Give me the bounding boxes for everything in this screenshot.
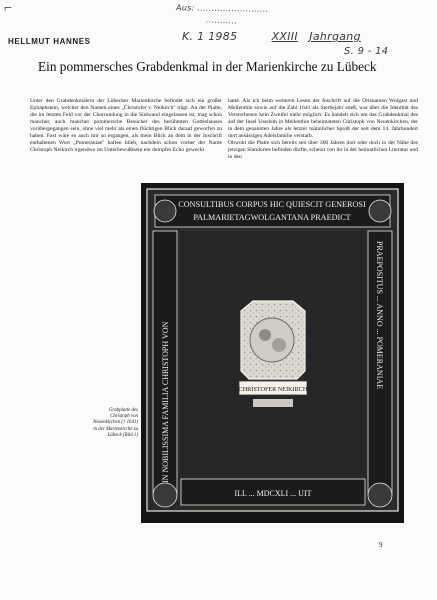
corner-medallion <box>369 200 391 222</box>
body-column-right <box>228 98 418 161</box>
figure-caption: Grabplatte des Christoph von Neuenkirchen († 1641) in der Marienkirche zu Lübeck (Bild 1) <box>93 408 138 438</box>
corner-mark: ⌐ <box>4 1 12 16</box>
handwritten-line-2: ........... <box>205 15 238 26</box>
handwritten-jahrgang: Jahrgang <box>309 30 361 43</box>
handwritten-issue: K. 1 1985 <box>182 30 238 43</box>
handwritten-line-1: Aus: ......................... <box>175 3 269 14</box>
handwritten-volume: XXIII <box>271 30 298 43</box>
inscription-bottom: ILL ... MDCXLI ... UIT <box>234 489 312 498</box>
shield-name-plate: CHRISTOFER NEIKIRCH <box>238 386 308 393</box>
body-paragraph: Obwohl die Platte sich bereits seit über 300 Jahren dort oder doch in der Nähe des jetzigen Standortes befinden dürfte, scheint von ihr in der heimatlichen Literatur und in den <box>228 139 418 160</box>
inscription-left: IN NOBILISSIMA FAMILIA CHRISTOPH VON <box>161 321 170 483</box>
corner-medallion <box>368 483 392 507</box>
article-title: Ein pommersches Grabdenkmal in der Marienkirche zu Lübeck <box>38 59 377 74</box>
gravestone-image <box>141 183 404 523</box>
handwritten-line-3 <box>182 30 361 43</box>
author-name: HELLMUT HANNES <box>8 37 91 46</box>
corner-medallion <box>153 483 177 507</box>
inscription-top-2: PALMARIETAGWOLGANTANA PRAEDICT <box>193 213 351 222</box>
inscription-right: PRAEPOSITUS ... ANNO ... POMERANIAE <box>375 241 384 390</box>
body-paragraph: Unter den Grabdenkmälern der Lübecker Marienkirche befindet sich ein großer Epitaphstein, welcher den Namen eines „Christofer v. Neikirch" trägt. An der Platte, die im letzten Feld vor der Chorrundung in die Südwand eingelassen ist, mag schon mancher, auch mancher pommersche Besucher des berühmten Gotteshauses vorübergegangen sein, ohne viel mehr als einen flüchtigen Blick darauf geworfen zu haben. Fast wäre es auch mir so ergangen, als mein Blick an dem in der Inschrift enthaltenen Wort „Pomeraniae" haften blieb, nachdem schon vorher der Name Christoph Neikirch irgendwo im Unterbewußtsein ein dumpfes Echo geweckt <box>30 98 222 153</box>
body-paragraph: hatte. Als ich beim weiteren Lesen der Inschrift auf die Ortsnamen Wolgast und Mellenthin sowie auf die Zahl 1641 als Sterbejahr stieß, war über die Identität des Verstorbenen kein Zweifel mehr möglich: Es handelt sich um das Grabdenkmal des auf der Insel Usedom in Mellenthin beheimateten Christoph von Neuenkirchen, der in dem genannten Jahre als letzter männlicher Sproß der seit dem 14. Jahrhundert dort ansässigen Adelsfamilie verstarb. <box>228 98 418 139</box>
corner-medallion <box>154 200 176 222</box>
figure-photo-gravestone <box>141 183 404 523</box>
page-number: 9 <box>379 541 383 549</box>
inscription-top: CONSULTIBUS CORPUS HIC QUIESCIT GENEROSI <box>178 200 366 209</box>
handwritten-pages: S. 9 - 14 <box>344 46 389 57</box>
body-column-left <box>30 98 222 154</box>
